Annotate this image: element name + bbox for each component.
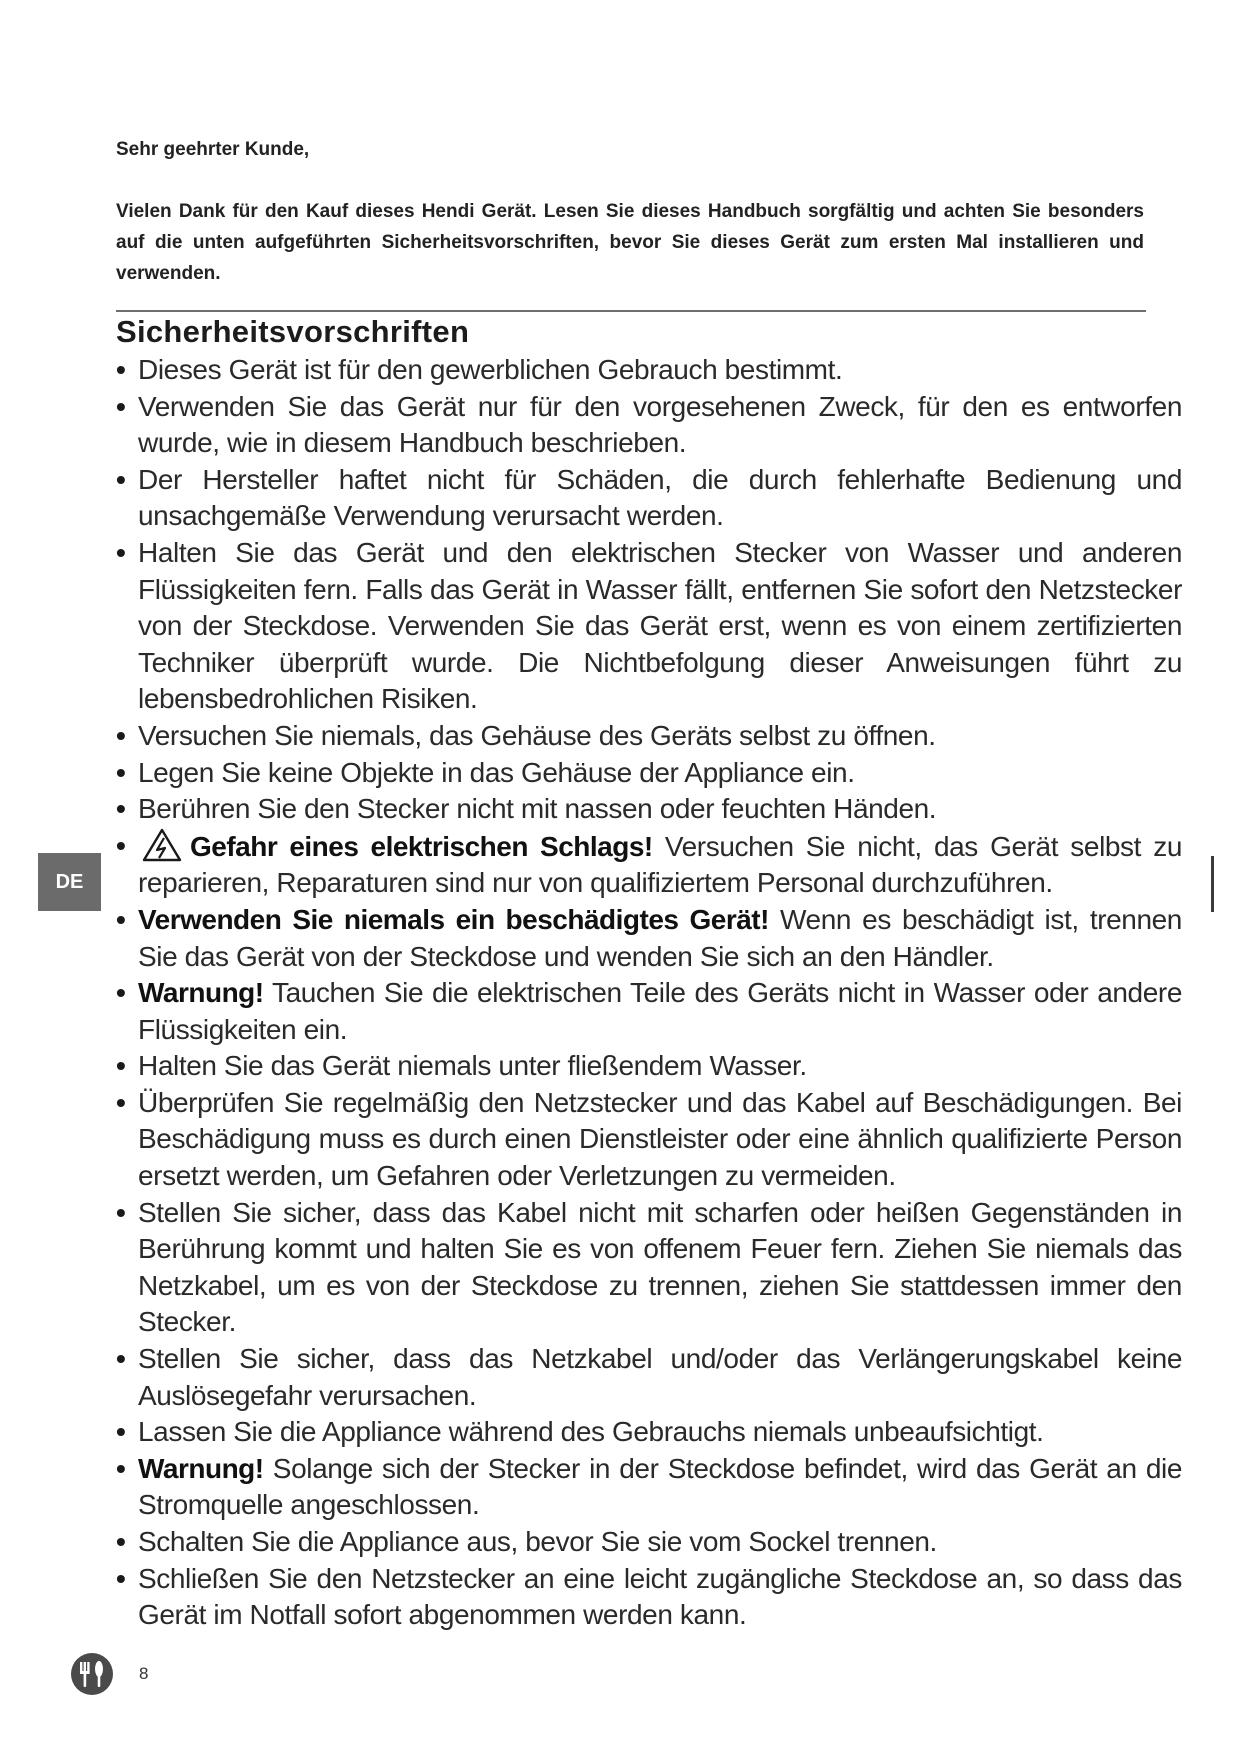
rule-item: • Lassen Sie die Appliance während des Gebrauchs niemals unbeaufsichtigt.	[116, 1414, 1182, 1451]
rule-item: • Warnung! Tauchen Sie die elektrischen Teile des Geräts nicht in Wasser oder andere Flüssigkeiten ein.	[116, 975, 1182, 1048]
cutlery-logo-icon	[70, 1652, 114, 1696]
rule-item: • Warnung! Solange sich der Stecker in der Steckdose befindet, wird das Gerät an die Stromquelle angeschlossen.	[116, 1451, 1182, 1524]
rule-item: • Überprüfen Sie regelmäßig den Netzstecker und das Kabel auf Beschädigungen. Bei Beschädigung muss es durch einen Dienstleister oder eine ähnlich qualifizierte Person ersetzt werden, um Gefahren oder Verletzungen zu vermeiden.	[116, 1085, 1182, 1195]
rule-item: • Halten Sie das Gerät und den elektrischen Stecker von Wasser und anderen Flüssigkeiten fern. Falls das Gerät in Wasser fällt, entfernen Sie sofort den Netzstecker von der Steckdose. Verwenden Sie das Gerät erst, wenn es von einem zertifizierten Techniker überprüft wurde. Die Nichtbefolgung dieser Anweisungen führt zu lebensbedrohlichen Risiken.	[116, 535, 1182, 718]
greeting: Sehr geehrter Kunde,	[116, 139, 310, 160]
rule-item: • Dieses Gerät ist für den gewerblichen Gebrauch bestimmt.	[116, 352, 1182, 389]
safety-rules-list	[116, 352, 1182, 1634]
section-heading: Sicherheitsvorschriften	[116, 314, 470, 349]
rule-item: • Gefahr eines elektrischen Schlags! Versuchen Sie nicht, das Gerät selbst zu reparieren, Reparaturen sind nur von qualifiziertem Personal durchzuführen.	[116, 828, 1182, 902]
rule-item: • Stellen Sie sicher, dass das Netzkabel und/oder das Verlängerungskabel keine Auslösegefahr verursachen.	[116, 1341, 1182, 1414]
rule-item: • Berühren Sie den Stecker nicht mit nassen oder feuchten Händen.	[116, 791, 1182, 828]
rule-item: • Legen Sie keine Objekte in das Gehäuse der Appliance ein.	[116, 755, 1182, 792]
rule-item: • Verwenden Sie niemals ein beschädigtes Gerät! Wenn es beschädigt ist, trennen Sie das Gerät von der Steckdose und wenden Sie sich an den Händler.	[116, 902, 1182, 975]
intro-paragraph: Vielen Dank für den Kauf dieses Hendi Gerät. Lesen Sie dieses Handbuch sorgfältig und achten Sie besonders auf die unten aufgeführten Sicherheitsvorschriften, bevor Sie dieses Gerät zum ersten Mal installieren und verwenden.	[116, 201, 1144, 284]
language-tab: DE	[38, 853, 101, 911]
rule-item: • Stellen Sie sicher, dass das Kabel nicht mit scharfen oder heißen Gegenständen in Berührung kommt und halten Sie es von offenem Feuer fern. Ziehen Sie niemals das Netzkabel, um es von der Steckdose zu trennen, ziehen Sie stattdessen immer den Stecker.	[116, 1195, 1182, 1341]
rule-item: • Halten Sie das Gerät niemals unter fließendem Wasser.	[116, 1048, 1182, 1085]
rule-item: • Verwenden Sie das Gerät nur für den vorgesehenen Zweck, für den es entworfen wurde, wie in diesem Handbuch beschrieben.	[116, 389, 1182, 462]
section-divider	[116, 310, 1146, 312]
electric-hazard-icon	[142, 828, 182, 862]
rule-item: • Schließen Sie den Netzstecker an eine leicht zugängliche Steckdose an, so dass das Gerät im Notfall sofort abgenommen werden kann.	[116, 1561, 1182, 1634]
page-number: 8	[139, 1664, 149, 1683]
rule-item: • Der Hersteller haftet nicht für Schäden, die durch fehlerhafte Bedienung und unsachgemäße Verwendung verursacht werden.	[116, 462, 1182, 535]
rule-item: • Versuchen Sie niemals, das Gehäuse des Geräts selbst zu öffnen.	[116, 718, 1182, 755]
rule-item: • Schalten Sie die Appliance aus, bevor Sie sie vom Sockel trennen.	[116, 1524, 1182, 1561]
margin-marker	[1211, 856, 1214, 912]
